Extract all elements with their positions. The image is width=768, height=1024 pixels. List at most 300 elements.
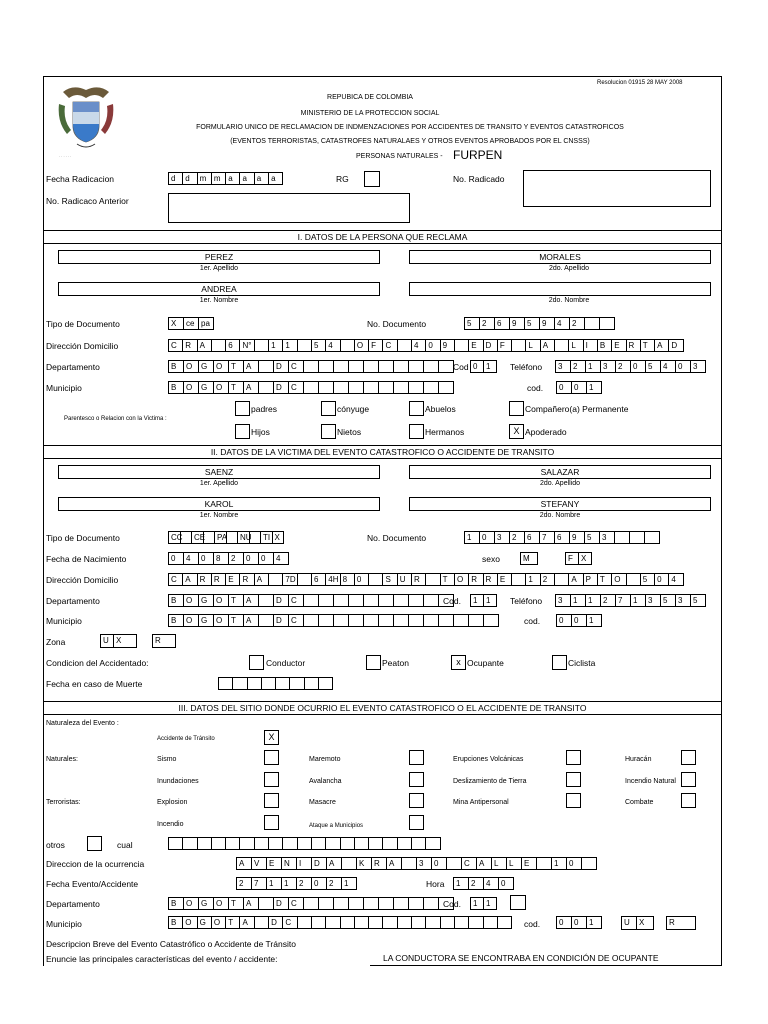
char-cell[interactable] (348, 360, 364, 373)
char-cell[interactable] (411, 837, 426, 850)
huracan-checkbox[interactable] (681, 750, 696, 765)
char-cell[interactable]: 1 (525, 573, 540, 586)
char-cell[interactable]: 6 (524, 531, 540, 544)
char-cell[interactable]: O (454, 573, 469, 586)
char-cell[interactable]: 0 (556, 916, 572, 929)
char-cell[interactable]: 2 (509, 531, 525, 544)
char-cell[interactable] (318, 594, 334, 607)
char-cell[interactable]: A (540, 339, 555, 352)
char-cell[interactable]: 1 (281, 877, 297, 890)
char-cell[interactable] (378, 594, 394, 607)
char-cell[interactable] (363, 897, 379, 910)
char-cell[interactable]: O (183, 594, 199, 607)
char-cell[interactable]: 5 (464, 317, 480, 330)
s3-municipio-cells[interactable] (168, 916, 511, 929)
char-cell[interactable]: A (182, 573, 197, 586)
char-cell[interactable]: R (468, 573, 483, 586)
char-cell[interactable] (363, 594, 379, 607)
char-cell[interactable] (258, 897, 274, 910)
char-cell[interactable]: A (254, 573, 269, 586)
char-cell[interactable]: D (273, 614, 289, 627)
sismo-checkbox[interactable] (264, 750, 279, 765)
s3-zona-r-field[interactable]: R (666, 916, 696, 930)
char-cell[interactable] (468, 614, 484, 627)
char-cell[interactable] (254, 916, 269, 929)
char-cell[interactable]: 3 (675, 594, 691, 607)
char-cell[interactable] (297, 837, 312, 850)
v-departamento-cells[interactable] (168, 594, 453, 607)
char-cell[interactable]: E (266, 857, 282, 870)
char-cell[interactable]: 2 (600, 594, 616, 607)
char-cell[interactable] (629, 531, 645, 544)
char-cell[interactable]: O (213, 614, 229, 627)
municipio-cells[interactable] (168, 381, 453, 394)
reclamante-nombre2[interactable] (409, 282, 711, 296)
char-cell[interactable]: B (168, 916, 183, 929)
char-cell[interactable]: 0 (425, 339, 440, 352)
char-cell[interactable]: 0 (571, 614, 587, 627)
char-cell[interactable]: D (273, 360, 289, 373)
ciclista-checkbox[interactable] (552, 655, 567, 670)
char-cell[interactable] (333, 897, 349, 910)
char-cell[interactable]: D (268, 916, 283, 929)
char-cell[interactable] (258, 381, 274, 394)
char-cell[interactable] (581, 857, 597, 870)
char-cell[interactable] (423, 381, 439, 394)
char-cell[interactable] (254, 837, 269, 850)
char-cell[interactable] (289, 677, 304, 690)
cual-cells[interactable] (168, 837, 440, 850)
ocupante-checkbox[interactable]: x (451, 655, 466, 670)
char-cell[interactable] (254, 339, 269, 352)
char-cell[interactable] (468, 916, 483, 929)
char-cell[interactable]: 0 (556, 381, 572, 394)
char-cell[interactable]: 3 (555, 360, 571, 373)
char-cell[interactable] (536, 857, 552, 870)
char-cell[interactable]: K (356, 857, 372, 870)
char-cell[interactable] (584, 317, 600, 330)
char-cell[interactable]: 1 (470, 594, 484, 607)
s3-zona-u-mark[interactable]: X (636, 916, 654, 930)
char-cell[interactable] (368, 573, 383, 586)
char-cell[interactable]: m (211, 172, 226, 185)
otros-checkbox[interactable] (87, 836, 102, 851)
char-cell[interactable] (311, 837, 326, 850)
char-cell[interactable]: 3 (645, 594, 661, 607)
char-cell[interactable]: 7 (615, 594, 631, 607)
char-cell[interactable]: 3 (599, 531, 615, 544)
char-cell[interactable]: 2 (479, 317, 495, 330)
char-cell[interactable]: B (168, 897, 184, 910)
char-cell[interactable]: 0 (479, 531, 495, 544)
char-cell[interactable] (554, 339, 569, 352)
conductor-checkbox[interactable] (249, 655, 264, 670)
char-cell[interactable]: O (182, 916, 197, 929)
char-cell[interactable]: D (273, 897, 289, 910)
char-cell[interactable] (401, 857, 417, 870)
char-cell[interactable]: T (228, 897, 244, 910)
char-cell[interactable]: 9 (440, 339, 455, 352)
char-cell[interactable]: B (168, 614, 184, 627)
erupciones-checkbox[interactable] (566, 750, 581, 765)
char-cell[interactable] (348, 381, 364, 394)
combate-checkbox[interactable] (681, 793, 696, 808)
char-cell[interactable]: 5 (584, 531, 600, 544)
char-cell[interactable]: L (491, 857, 507, 870)
char-cell[interactable]: 0 (630, 360, 646, 373)
cod-cells[interactable] (470, 360, 496, 373)
char-cell[interactable]: S (382, 573, 397, 586)
char-cell[interactable]: 0 (571, 381, 587, 394)
char-cell[interactable]: T (225, 916, 240, 929)
char-cell[interactable]: 4 (273, 552, 289, 565)
char-cell[interactable]: 4 (668, 573, 683, 586)
char-cell[interactable]: A (654, 339, 669, 352)
victima-nombre2[interactable]: STEFANY (409, 497, 711, 511)
char-cell[interactable] (440, 916, 455, 929)
char-cell[interactable] (333, 614, 349, 627)
char-cell[interactable] (644, 531, 660, 544)
char-cell[interactable] (318, 381, 334, 394)
char-cell[interactable] (363, 614, 379, 627)
char-cell[interactable]: E (611, 339, 626, 352)
sexo-m-field[interactable]: M (520, 552, 538, 565)
char-cell[interactable]: R (211, 573, 226, 586)
char-cell[interactable]: G (198, 897, 214, 910)
char-cell[interactable] (261, 677, 276, 690)
char-cell[interactable]: A (239, 916, 254, 929)
char-cell[interactable]: O (183, 381, 199, 394)
char-cell[interactable] (247, 677, 262, 690)
char-cell[interactable] (239, 837, 254, 850)
char-cell[interactable]: d (182, 172, 197, 185)
char-cell[interactable]: A (476, 857, 492, 870)
char-cell[interactable]: 2 (326, 877, 342, 890)
char-cell[interactable]: a (254, 172, 269, 185)
char-cell[interactable]: B (597, 339, 612, 352)
char-cell[interactable] (258, 360, 274, 373)
char-cell[interactable]: A (197, 339, 212, 352)
char-cell[interactable]: C (382, 339, 397, 352)
char-cell[interactable] (297, 916, 312, 929)
telefono-cells[interactable] (555, 360, 705, 373)
v-telefono-cells[interactable] (555, 594, 705, 607)
char-cell[interactable]: D (483, 339, 498, 352)
char-cell[interactable]: B (168, 381, 184, 394)
char-cell[interactable] (393, 594, 409, 607)
char-cell[interactable]: 1 (453, 877, 469, 890)
s3-zona-u-field[interactable]: U (621, 916, 637, 930)
char-cell[interactable]: 7 (539, 531, 555, 544)
accidente-transito-checkbox[interactable]: X (264, 730, 279, 745)
char-cell[interactable] (425, 573, 440, 586)
companero-checkbox[interactable] (509, 401, 524, 416)
char-cell[interactable] (397, 916, 412, 929)
incendio-natural-checkbox[interactable] (681, 772, 696, 787)
char-cell[interactable]: 1 (266, 877, 282, 890)
char-cell[interactable] (333, 594, 349, 607)
char-cell[interactable]: E (521, 857, 537, 870)
char-cell[interactable]: G (198, 360, 214, 373)
char-cell[interactable] (423, 614, 439, 627)
char-cell[interactable] (408, 360, 424, 373)
victima-apellido1[interactable]: SAENZ (58, 465, 380, 479)
char-cell[interactable]: R (182, 339, 197, 352)
char-cell[interactable]: R (371, 857, 387, 870)
char-cell[interactable]: N° (239, 339, 254, 352)
char-cell[interactable]: A (326, 857, 342, 870)
char-cell[interactable] (325, 916, 340, 929)
char-cell[interactable]: R (197, 573, 212, 586)
char-cell[interactable]: 4 (660, 360, 676, 373)
char-cell[interactable]: CC (168, 531, 181, 544)
char-cell[interactable] (282, 837, 297, 850)
char-cell[interactable]: A (243, 381, 259, 394)
char-cell[interactable]: C (168, 339, 183, 352)
char-cell[interactable]: L (568, 339, 583, 352)
char-cell[interactable]: F (497, 339, 512, 352)
char-cell[interactable]: O (211, 916, 226, 929)
char-cell[interactable]: T (228, 594, 244, 607)
char-cell[interactable]: R (626, 339, 641, 352)
char-cell[interactable]: L (525, 339, 540, 352)
char-cell[interactable]: d (168, 172, 183, 185)
char-cell[interactable] (275, 677, 290, 690)
char-cell[interactable]: ce (183, 317, 199, 330)
char-cell[interactable] (382, 916, 397, 929)
char-cell[interactable]: G (198, 614, 214, 627)
char-cell[interactable] (225, 837, 240, 850)
char-cell[interactable]: F (368, 339, 383, 352)
char-cell[interactable] (438, 381, 454, 394)
char-cell[interactable] (393, 381, 409, 394)
v-cod2-cells[interactable] (556, 614, 601, 627)
char-cell[interactable]: V (251, 857, 267, 870)
char-cell[interactable]: A (568, 573, 583, 586)
char-cell[interactable] (168, 837, 183, 850)
no-doc-cells[interactable] (464, 317, 614, 330)
deslizamiento-checkbox[interactable] (566, 772, 581, 787)
char-cell[interactable] (397, 837, 412, 850)
char-cell[interactable]: T (228, 381, 244, 394)
char-cell[interactable]: T (640, 339, 655, 352)
char-cell[interactable]: 8 (213, 552, 229, 565)
s3-cod2-cells[interactable] (556, 916, 601, 929)
char-cell[interactable] (303, 360, 319, 373)
char-cell[interactable]: B (168, 360, 184, 373)
char-cell[interactable] (393, 360, 409, 373)
char-cell[interactable]: 1 (483, 897, 497, 910)
char-cell[interactable] (378, 360, 394, 373)
char-cell[interactable]: 1 (483, 360, 497, 373)
explosion-checkbox[interactable] (264, 793, 279, 808)
char-cell[interactable]: 4 (411, 339, 426, 352)
char-cell[interactable] (218, 677, 233, 690)
hora-cells[interactable] (453, 877, 513, 890)
char-cell[interactable]: X (168, 317, 184, 330)
char-cell[interactable] (368, 837, 383, 850)
char-cell[interactable] (211, 837, 226, 850)
char-cell[interactable] (318, 614, 334, 627)
v-tipo-doc-cells[interactable] (168, 531, 283, 544)
char-cell[interactable]: O (354, 339, 369, 352)
char-cell[interactable] (348, 594, 364, 607)
char-cell[interactable]: G (198, 381, 214, 394)
char-cell[interactable] (378, 381, 394, 394)
hermanos-checkbox[interactable] (409, 424, 424, 439)
char-cell[interactable] (311, 916, 326, 929)
char-cell[interactable] (423, 594, 439, 607)
victima-nombre1[interactable]: KAROL (58, 497, 380, 511)
char-cell[interactable] (258, 614, 274, 627)
v-cod-cells[interactable] (470, 594, 496, 607)
char-cell[interactable]: 6 (494, 317, 510, 330)
char-cell[interactable]: O (213, 360, 229, 373)
char-cell[interactable]: T (597, 573, 612, 586)
sexo-f-field[interactable]: F (565, 552, 579, 565)
char-cell[interactable] (438, 360, 454, 373)
char-cell[interactable]: 1 (470, 897, 484, 910)
no-radicado-field[interactable] (523, 170, 711, 207)
zona-u-field[interactable]: U (100, 634, 114, 648)
char-cell[interactable] (341, 857, 357, 870)
v-municipio-cells[interactable] (168, 614, 498, 627)
char-cell[interactable]: 4 (483, 877, 499, 890)
cod2-cells[interactable] (556, 381, 601, 394)
char-cell[interactable]: 0 (311, 877, 327, 890)
char-cell[interactable]: I (296, 857, 312, 870)
char-cell[interactable] (333, 360, 349, 373)
char-cell[interactable] (303, 897, 319, 910)
char-cell[interactable]: D (273, 381, 289, 394)
victima-apellido2[interactable]: SALAZAR (409, 465, 711, 479)
departamento-cells[interactable] (168, 360, 453, 373)
char-cell[interactable]: 0 (258, 552, 274, 565)
char-cell[interactable]: O (213, 381, 229, 394)
char-cell[interactable]: 2 (569, 317, 585, 330)
char-cell[interactable]: T (228, 614, 244, 627)
char-cell[interactable]: O (611, 573, 626, 586)
char-cell[interactable]: 0 (675, 360, 691, 373)
radicado-anterior-field[interactable] (168, 193, 410, 223)
char-cell[interactable]: 4H (325, 573, 340, 586)
char-cell[interactable]: 1 (586, 916, 602, 929)
char-cell[interactable]: P (583, 573, 598, 586)
s3-cod-cells[interactable] (470, 897, 496, 910)
char-cell[interactable] (453, 614, 469, 627)
mina-checkbox[interactable] (566, 793, 581, 808)
hijos-checkbox[interactable] (235, 424, 250, 439)
char-cell[interactable] (318, 897, 334, 910)
char-cell[interactable]: R (483, 573, 498, 586)
char-cell[interactable]: 0 (431, 857, 447, 870)
char-cell[interactable]: C (288, 381, 304, 394)
char-cell[interactable]: D (311, 857, 327, 870)
char-cell[interactable] (393, 614, 409, 627)
char-cell[interactable]: 4 (554, 317, 570, 330)
char-cell[interactable]: a (225, 172, 240, 185)
char-cell[interactable]: 0 (198, 552, 214, 565)
incendio-checkbox[interactable] (264, 815, 279, 830)
char-cell[interactable]: 1 (551, 857, 567, 870)
rg-field[interactable] (364, 171, 380, 187)
char-cell[interactable]: 8 (340, 573, 355, 586)
char-cell[interactable]: C (282, 916, 297, 929)
char-cell[interactable]: a (268, 172, 283, 185)
char-cell[interactable] (408, 614, 424, 627)
char-cell[interactable]: 1 (570, 594, 586, 607)
char-cell[interactable] (268, 573, 283, 586)
apoderado-checkbox[interactable]: X (509, 424, 524, 439)
char-cell[interactable]: 1 (586, 614, 602, 627)
char-cell[interactable] (348, 897, 364, 910)
char-cell[interactable]: 3 (416, 857, 432, 870)
char-cell[interactable] (511, 573, 526, 586)
char-cell[interactable] (333, 381, 349, 394)
char-cell[interactable]: pa (198, 317, 214, 330)
char-cell[interactable]: 5 (645, 360, 661, 373)
char-cell[interactable] (397, 339, 412, 352)
char-cell[interactable]: T (228, 360, 244, 373)
char-cell[interactable]: 0 (566, 857, 582, 870)
char-cell[interactable]: D (273, 594, 289, 607)
char-cell[interactable] (378, 897, 394, 910)
char-cell[interactable]: 2 (615, 360, 631, 373)
char-cell[interactable] (497, 916, 512, 929)
char-cell[interactable] (483, 614, 499, 627)
char-cell[interactable] (182, 837, 197, 850)
char-cell[interactable] (511, 339, 526, 352)
char-cell[interactable] (599, 317, 615, 330)
char-cell[interactable]: 5 (311, 339, 326, 352)
char-cell[interactable] (411, 916, 426, 929)
char-cell[interactable] (438, 614, 454, 627)
v-no-doc-cells[interactable] (464, 531, 659, 544)
nacimiento-cells[interactable] (168, 552, 288, 565)
char-cell[interactable]: 1 (585, 594, 601, 607)
char-cell[interactable]: 5 (524, 317, 540, 330)
char-cell[interactable]: A (243, 360, 259, 373)
char-cell[interactable] (454, 339, 469, 352)
char-cell[interactable]: 1 (630, 594, 646, 607)
char-cell[interactable] (318, 677, 333, 690)
char-cell[interactable] (378, 614, 394, 627)
char-cell[interactable]: C (288, 897, 304, 910)
char-cell[interactable]: 2 (570, 360, 586, 373)
char-cell[interactable]: G (197, 916, 212, 929)
char-cell[interactable] (340, 916, 355, 929)
char-cell[interactable]: 7 (251, 877, 267, 890)
char-cell[interactable]: 9 (539, 317, 555, 330)
char-cell[interactable] (483, 916, 498, 929)
char-cell[interactable]: A (386, 857, 402, 870)
char-cell[interactable]: 9 (509, 317, 525, 330)
char-cell[interactable]: X (272, 531, 285, 544)
char-cell[interactable]: 1 (268, 339, 283, 352)
char-cell[interactable] (340, 837, 355, 850)
char-cell[interactable] (454, 916, 469, 929)
char-cell[interactable]: 1 (586, 381, 602, 394)
char-cell[interactable] (354, 837, 369, 850)
char-cell[interactable] (393, 897, 409, 910)
char-cell[interactable]: 0 (168, 552, 184, 565)
char-cell[interactable]: O (213, 897, 229, 910)
char-cell[interactable] (423, 360, 439, 373)
char-cell[interactable]: 0 (243, 552, 259, 565)
char-cell[interactable] (446, 857, 462, 870)
char-cell[interactable]: 5 (660, 594, 676, 607)
char-cell[interactable]: O (183, 360, 199, 373)
